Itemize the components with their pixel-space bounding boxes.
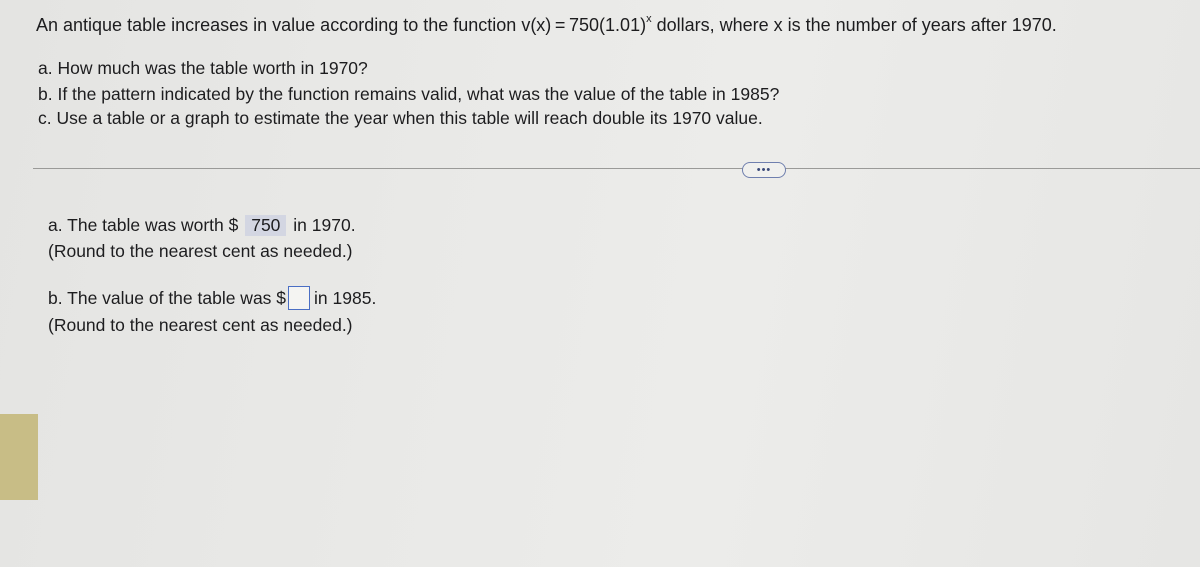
answer-a-suffix: in 1970. bbox=[293, 215, 356, 235]
answer-a bbox=[48, 215, 356, 236]
question-stem-prefix: An antique table increases in value according to the function v(x) = 750(1.01) bbox=[36, 15, 647, 35]
side-panel-tab[interactable] bbox=[0, 414, 38, 500]
answer-b-suffix: in 1985. bbox=[314, 288, 377, 308]
question-stem-suffix: dollars, where x is the number of years after 1970. bbox=[651, 15, 1057, 35]
answer-a-note: (Round to the nearest cent as needed.) bbox=[48, 241, 353, 261]
question-stem-exponent: x bbox=[646, 13, 652, 25]
question-part-b: b. If the pattern indicated by the function remains valid, what was the value of the table in 1985? bbox=[38, 84, 780, 104]
answer-b bbox=[48, 288, 376, 310]
section-divider bbox=[33, 168, 1200, 169]
answer-b-input[interactable] bbox=[288, 286, 310, 310]
question-part-a: a. How much was the table worth in 1970? bbox=[38, 58, 368, 78]
answer-b-note: (Round to the nearest cent as needed.) bbox=[48, 315, 353, 335]
answer-b-prefix: b. The value of the table was $ bbox=[48, 288, 287, 308]
answer-a-value[interactable]: 750 bbox=[245, 215, 286, 236]
expand-more-button[interactable]: ••• bbox=[742, 162, 786, 178]
answer-a-prefix: a. The table was worth $ bbox=[48, 215, 239, 235]
question-part-c: c. Use a table or a graph to estimate the year when this table will reach double its 1970 value. bbox=[38, 108, 763, 128]
question-stem bbox=[36, 15, 1057, 36]
